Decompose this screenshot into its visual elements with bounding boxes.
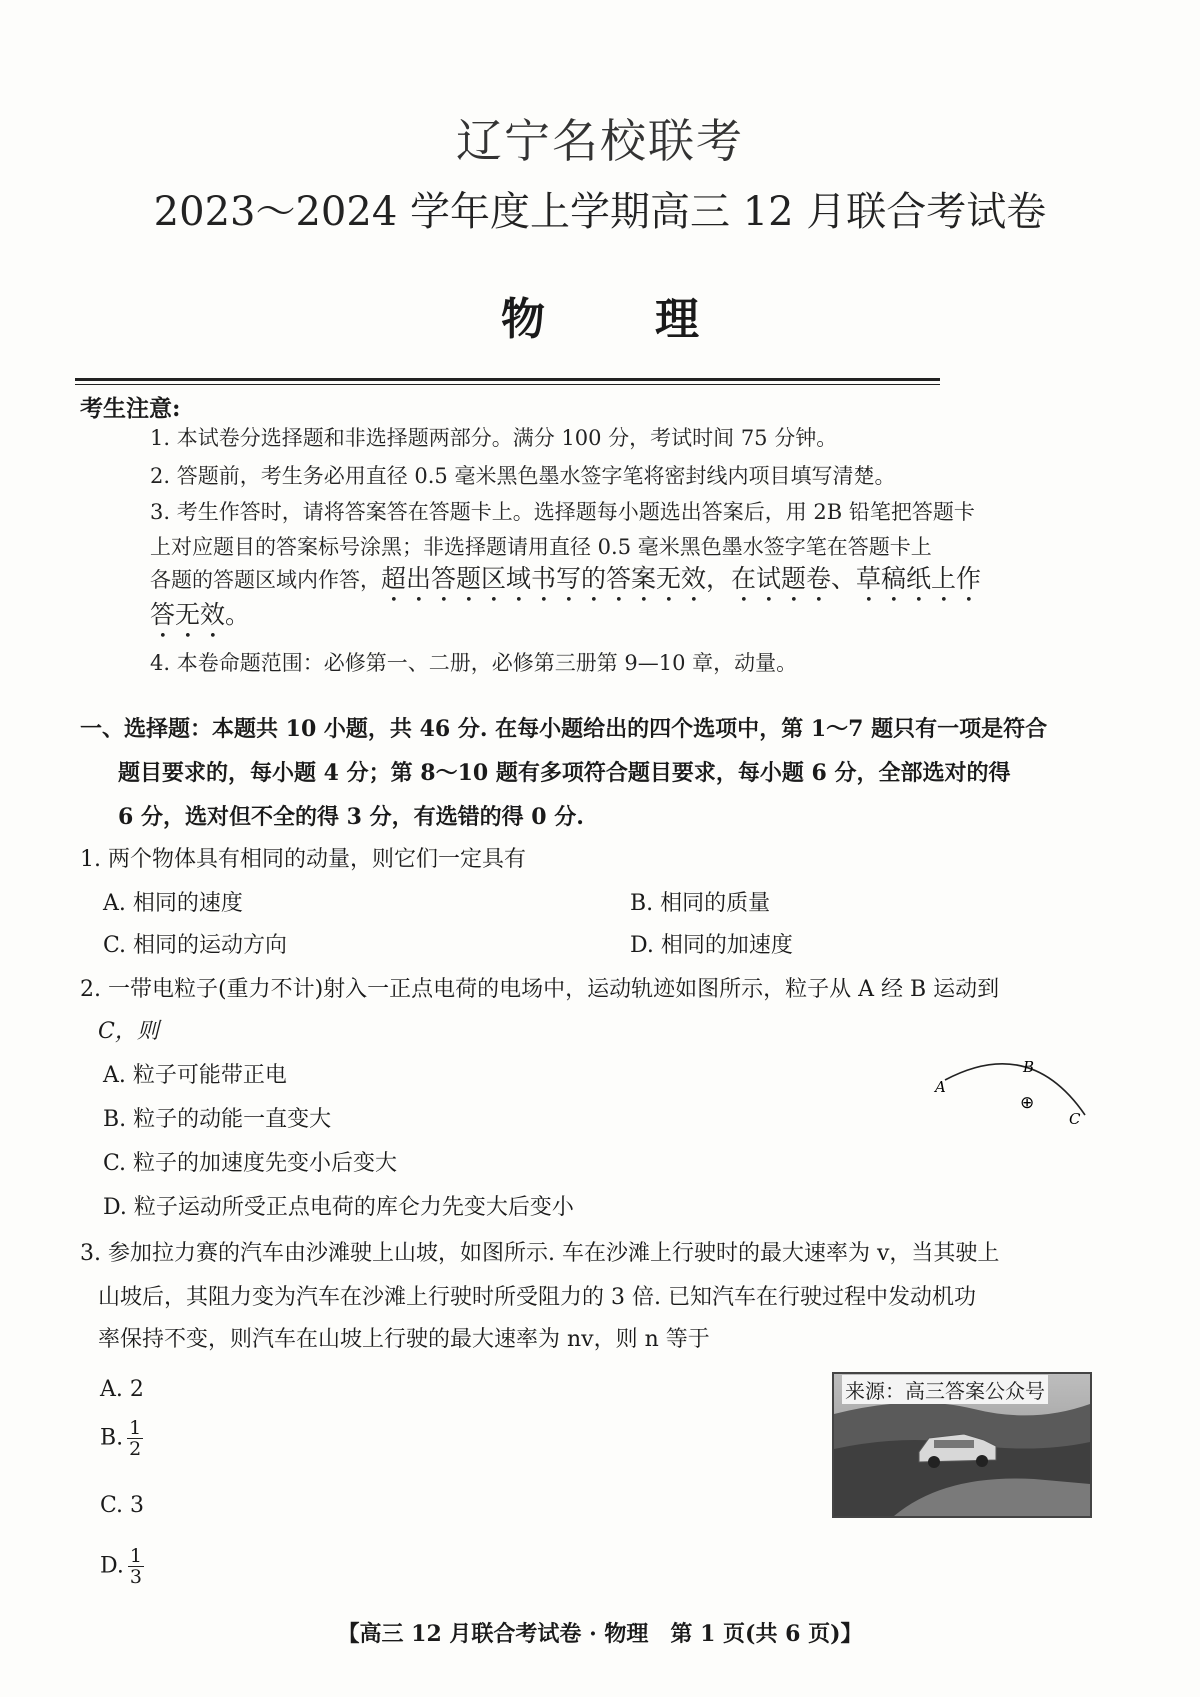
fraction-denominator: 2 — [129, 1438, 142, 1460]
q1-option-d: D. 相同的加速度 — [630, 933, 793, 958]
note-item-3b: 上对应题目的答案标号涂黑；非选择题请用直径 0.5 毫米黑色墨水签字笔在答题卡上 — [150, 535, 932, 559]
fraction-numerator: 1 — [129, 1417, 142, 1439]
note-emphasis-2: 答无效。 — [150, 600, 251, 629]
q3-option-c: C. 3 — [100, 1493, 145, 1518]
note-item-3d — [150, 600, 250, 644]
q3-option-d — [100, 1546, 144, 1587]
q2-option-c: C. 粒子的加速度先变小后变大 — [103, 1151, 398, 1176]
note-item-1: 1. 本试卷分选择题和非选择题两部分。满分 100 分，考试时间 75 分钟。 — [150, 426, 838, 450]
q1-option-b: B. 相同的质量 — [630, 891, 771, 916]
note-item-3a: 3. 考生作答时，请将答案答在答题卡上。选择题每小题选出答案后，用 2B 铅笔把答题卡 — [150, 500, 975, 524]
q2-option-d: D. 粒子运动所受正点电荷的库仑力先变大后变小 — [103, 1195, 574, 1220]
section1-line3: 6 分，选对但不全的得 3 分，有选错的得 0 分. — [118, 804, 584, 830]
note-item-3c — [150, 564, 981, 608]
q2-stem-b: C，则 — [98, 1019, 159, 1044]
note-item-2: 2. 答题前，考生务必用直径 0.5 毫米黑色墨水签字笔将密封线内项目填写清楚。 — [150, 464, 896, 488]
q3-stem-b: 山坡后，其阻力变为汽车在沙滩上行驶时所受阻力的 3 倍. 已知汽车在行驶过程中发动机功 — [98, 1285, 976, 1310]
trajectory-curve — [945, 1064, 1085, 1115]
fraction-one-half — [127, 1418, 143, 1459]
point-a-label: A — [935, 1078, 946, 1096]
q3-option-d-label: D. — [100, 1553, 124, 1579]
q3-stem-c: 率保持不变，则汽车在山坡上行驶的最大速率为 nv，则 n 等于 — [98, 1327, 710, 1352]
section1-line1: 一、选择题：本题共 10 小题，共 46 分. 在每小题给出的四个选项中，第 1～7 题只有一项是符合 — [80, 716, 1048, 742]
section1-line2: 题目要求的，每小题 4 分；第 8～10 题有多项符合题目要求，每小题 6 分，全部选对的得 — [118, 760, 1011, 786]
exam-title-line2: 2023～2024 学年度上学期高三 12 月联合考试卷 — [153, 189, 1047, 235]
photo-source-label: 来源：高三答案公众号 — [842, 1375, 1048, 1404]
q3-option-a: A. 2 — [100, 1377, 144, 1402]
exam-title-line1: 辽宁名校联考 — [456, 114, 744, 168]
q2-option-b: B. 粒子的动能一直变大 — [103, 1107, 332, 1132]
fraction-numerator: 1 — [129, 1545, 142, 1567]
q2-trajectory-figure — [925, 1050, 1100, 1130]
note-item-3c-text: 各题的答题区域内作答， — [150, 568, 381, 592]
point-b-label: B — [1023, 1058, 1035, 1076]
q3-stem-a: 3. 参加拉力赛的汽车由沙滩驶上山坡，如图所示. 车在沙滩上行驶时的最大速率为 v，当其驶上 — [80, 1241, 1000, 1266]
header-rule-thin — [75, 384, 940, 385]
q1-stem: 1. 两个物体具有相同的动量，则它们一定具有 — [80, 847, 526, 872]
fraction-denominator: 3 — [129, 1566, 142, 1588]
note-emphasis-1: 超出答题区域书写的答案无效，在试题卷、草稿纸上作 — [381, 564, 982, 593]
fraction-one-third — [128, 1546, 144, 1587]
subject-title: 物理 — [501, 294, 809, 345]
notes-heading: 考生注意: — [80, 395, 181, 422]
note-item-4: 4. 本卷命题范围：必修第一、二册，必修第三册第 9—10 章，动量。 — [150, 651, 798, 675]
positive-charge-icon: ⊕ — [1020, 1093, 1035, 1113]
header-rule-thick — [75, 378, 940, 381]
q1-option-c: C. 相同的运动方向 — [103, 933, 288, 958]
point-c-label: C — [1069, 1110, 1081, 1128]
q2-option-a: A. 粒子可能带正电 — [103, 1063, 287, 1088]
q3-option-b-label: B. — [100, 1425, 124, 1451]
page-footer: 【高三 12 月联合考试卷 · 物理 第 1 页(共 6 页)】 — [337, 1621, 863, 1647]
q3-option-b — [100, 1418, 143, 1459]
q2-stem-a: 2. 一带电粒子(重力不计)射入一正点电荷的电场中，运动轨迹如图所示，粒子从 A 经 B 运动到 — [80, 977, 1000, 1002]
q1-option-a: A. 相同的速度 — [103, 891, 243, 916]
